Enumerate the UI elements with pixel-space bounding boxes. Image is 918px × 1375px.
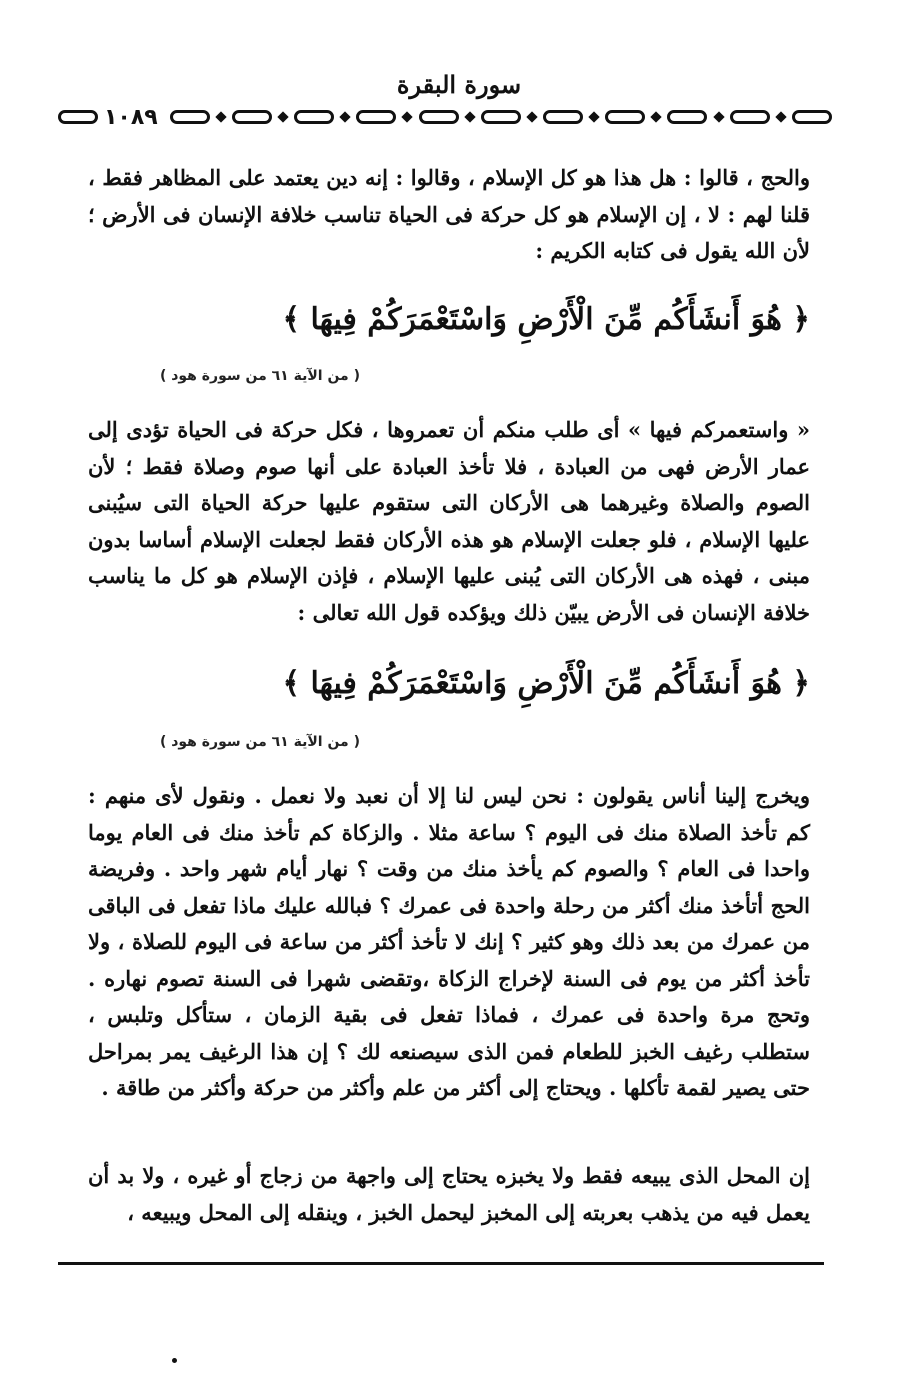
diamond-ornament	[588, 111, 599, 122]
page-mark	[172, 1358, 177, 1363]
page-number: ١٠٨٩	[104, 104, 158, 130]
chain-link-ornament	[294, 110, 334, 124]
footer-rule	[58, 1262, 824, 1265]
diamond-ornament	[277, 111, 288, 122]
ornamental-chain	[170, 110, 832, 124]
chain-link-ornament	[170, 110, 210, 124]
verse-reference-1: ( من الآية ٦١ من سورة هود )	[159, 368, 360, 384]
paragraph-1: والحج ، قالوا : هل هذا هو كل الإسلام ، وقالوا : إنه دين يعتمد على المظاهر فقط ، قلنا لهم : لا ، إن الإسلام هو كل حركة فى الحياة تناسب خلافة الإنسان فى الأرض ؛ لأن الله يقول فى كتابه الكريم :	[88, 165, 810, 263]
chain-link-ornament	[481, 110, 521, 124]
paragraph-4: إن المحل الذى يبيعه فقط ولا يخبزه يحتاج إلى واجهة من زجاج أو غيره ، ولا بد أن يعمل فيه من يذهب بعربته إلى المخبز ليحمل الخبز ، وينقله إلى المحل ويبيعه ،	[88, 1163, 810, 1225]
verse-reference-2: ( من الآية ٦١ من سورة هود )	[159, 734, 360, 750]
chain-link-ornament	[232, 110, 272, 124]
paragraph-2: « واستعمركم فيها » أى طلب منكم أن تعمروها ، فكل حركة فى الحياة تؤدى إلى عمار الأرض فهى من العبادة ، فلا تأخذ العبادة على أنها صوم وصلاة فقط ؛ لأن الصوم والصلاة وغيرهما هى الأركان التى ستقوم عليها حركة الحياة التى سيُبنى عليها الإسلام ، فلو جعلت الإسلام هو هذه الأركان فقط لجعلت الإسلام أساسا بدون مبنى ، فهذه هى الأركان التى يُبنى عليها الإسلام ، فإذن الإسلام هو كل ما يناسب خلافة الإنسان فى الأرض يبيّن ذلك ويؤكده قول الله تعالى :	[88, 417, 811, 625]
chain-link-ornament	[730, 110, 770, 124]
chain-link-ornament	[356, 110, 396, 124]
paragraph-3: ويخرج إلينا أناس يقولون : نحن ليس لنا إلا أن نعبد ولا نعمل . ونقول لأى منهم : كم تأخذ الصلاة منك فى اليوم ؟ ساعة مثلا . والزكاة كم تأخذ منك فى العام يوما واحدا فى العام ؟ والصوم كم يأخذ منك من وقت ؟ نهار أيام شهر واحد . وفريضة الحج أتأخذ منك أكثر من رحلة واحدة فى عمرك ؟ فبالله عليك ماذا تفعل فى الباقى من عمرك من بعد ذلك وهو كثير ؟ إنك لا تأخذ أكثر من ساعة فى اليوم للصلاة ، ولا تأخذ أكثر من يوم فى السنة لإخراج الزكاة ،وتقضى شهرا فى السنة تصوم نهاره . وتحج مرة واحدة فى عمرك ، فماذا تفعل فى بقية الزمان ، ستأكل وتلبس ، ستطلب رغيف الخبز للطعام فمن الذى سيصنعه لك ؟ إن هذا الرغيف يمر بمراحل حتى يصير لقمة تأكلها . ويحتاج إلى أكثر من علم وأكثر من حركة وأكثر من طاقة .	[88, 783, 810, 1100]
quran-verse-2: ﴿ هُوَ أَنشَأَكُم مِّنَ الْأَرْضِ وَاسْتَعْمَرَكُمْ فِيهَا ﴾	[282, 666, 810, 701]
chain-link-ornament	[58, 110, 98, 124]
chain-link-ornament	[543, 110, 583, 124]
diamond-ornament	[402, 111, 413, 122]
diamond-ornament	[464, 111, 475, 122]
diamond-ornament	[651, 111, 662, 122]
quran-verse-1: ﴿ هُوَ أَنشَأَكُم مِّنَ الْأَرْضِ وَاسْتَعْمَرَكُمْ فِيهَا ﴾	[282, 302, 810, 337]
chain-link-ornament	[605, 110, 645, 124]
chain-link-ornament	[419, 110, 459, 124]
header-ornament-border	[58, 104, 832, 130]
diamond-ornament	[526, 111, 537, 122]
chain-link-ornament	[792, 110, 832, 124]
diamond-ornament	[713, 111, 724, 122]
diamond-ornament	[215, 111, 226, 122]
surah-title: سورة البقرة	[396, 70, 522, 99]
diamond-ornament	[775, 111, 786, 122]
diamond-ornament	[340, 111, 351, 122]
chain-link-ornament	[667, 110, 707, 124]
